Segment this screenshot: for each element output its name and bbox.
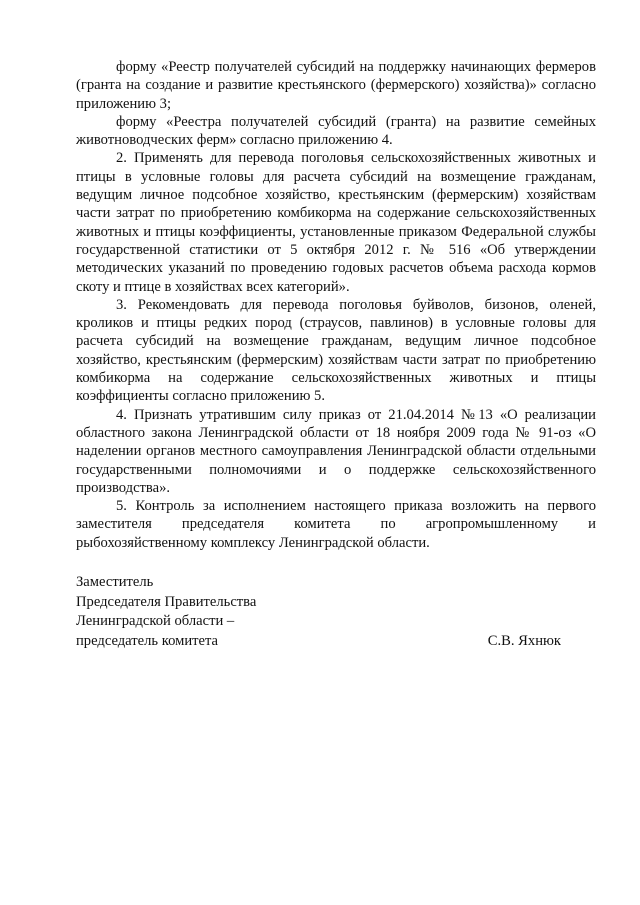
paragraph-item-2: 2. Применять для перевода поголовья сельскохозяйственных животных и птицы в условные головы для расчета субсидий на возмещение гражданам, ведущим личное подсобное хозяйство, крестьянским (фермерским) хозяйствам части затрат по приобретению комбикорма на содержание сельскохозяйственных животных и птицы коэффициенты, установленные приказом Федеральной службы государственной статистики от 5 октября 2012 г. № 516 «Об утверждении методических указаний по проведению годовых расчетов объема расхода кормов скоту и птице в хозяйствах всех категорий».: [76, 150, 596, 295]
signature-position-line-4: председатель комитета: [76, 632, 219, 649]
paragraph-item-4: 4. Признать утратившим силу приказ от 21.04.2014 №13 «О реализации областного закона Ленинградской области от 18 ноября 2009 года № 91-оз «О наделении органов местного самоуправления Ленинградской области отдельными государственными полномочиями и о поддержке сельскохозяйственного производства».: [76, 406, 596, 496]
document-body: [76, 58, 596, 552]
signature-position-line-2: Председателя Правительства: [76, 593, 257, 610]
paragraph-form-registry-family-farms: форму «Реестра получателей субсидий (гранта) на развитие семейных животноводческих ферм» согласно приложению 4.: [76, 113, 596, 149]
paragraph-item-3: 3. Рекомендовать для перевода поголовья буйволов, бизонов, оленей, кроликов и птицы редких пород (страусов, павлинов) в условные головы для расчета субсидий на возмещение гражданам, ведущим личное подсобное хозяйство, крестьянским (фермерским) хозяйствам части затрат по приобретению комбикорма на содержание сельскохозяйственных животных и птицы коэффициенты согласно приложению 5.: [76, 296, 596, 405]
signature-position-line-3: Ленинградской области –: [76, 613, 235, 629]
signature-block: [76, 573, 596, 651]
signature-position-line-1: Заместитель: [76, 574, 154, 590]
paragraph-item-5: 5. Контроль за исполнением настоящего приказа возложить на первого заместителя председателя комитета по агропромышленному и рыбохозяйственному комплексу Ленинградской области.: [76, 498, 596, 551]
paragraph-form-registry-beginning-farmers: форму «Реестр получателей субсидий на поддержку начинающих фермеров (гранта на создание и развитие крестьянского (фермерского) хозяйства)» согласно приложению 3;: [76, 59, 596, 112]
signatory-name: С.В. Яхнюк: [487, 632, 561, 649]
signature-final-row: [76, 632, 596, 652]
